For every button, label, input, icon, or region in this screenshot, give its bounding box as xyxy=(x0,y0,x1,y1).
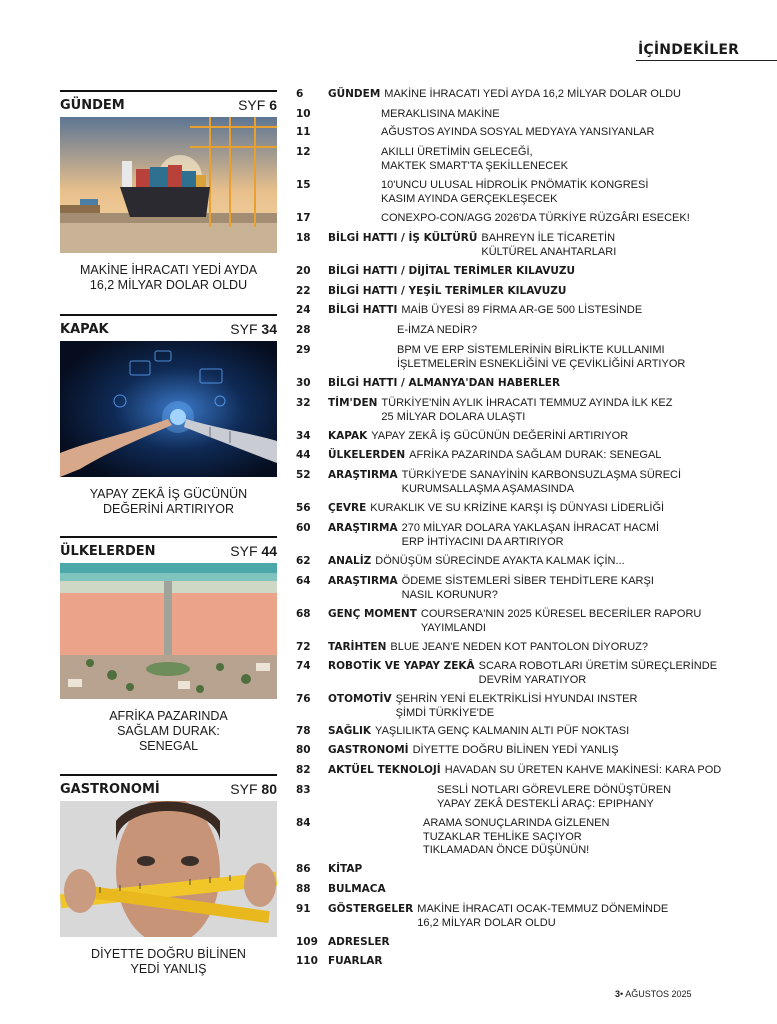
toc-page-number: 86 xyxy=(296,863,311,875)
toc-entry-body xyxy=(328,377,564,391)
toc-title-line: DEVRİM YARATIYOR xyxy=(478,673,587,686)
feature-category: KAPAK xyxy=(60,322,109,337)
toc-title-line: TUZAKLAR TEHLİKE SAÇIYOR xyxy=(423,830,582,843)
toc-page-number: 52 xyxy=(296,469,311,481)
toc-title: MERAKLISINA MAKİNE xyxy=(381,108,500,120)
toc-page-number: 88 xyxy=(296,883,311,895)
toc-entry-body xyxy=(381,179,648,206)
toc-page-number: 72 xyxy=(296,641,311,653)
toc-entry-body xyxy=(381,212,690,226)
toc-category: BİLGİ HATTI / İŞ KÜLTÜRÜ xyxy=(328,232,478,244)
toc-page-number: 68 xyxy=(296,608,311,620)
feature-gastronomi[interactable] xyxy=(60,774,277,977)
toc-page-number: 56 xyxy=(296,502,311,514)
toc-title: BAHREYN İLE TİCARETİN xyxy=(481,232,616,244)
toc-page-number: 76 xyxy=(296,693,311,705)
feature-page: SYF 80 xyxy=(230,781,277,797)
toc-category: ANALİZ xyxy=(328,555,372,567)
toc-title: 10'UNCU ULUSAL HİDROLİK PNÖMATİK KONGRESİ xyxy=(381,179,649,191)
toc-page-number: 78 xyxy=(296,725,311,737)
toc-title: BPM VE ERP SİSTEMLERİNİN BİRLİKTE KULLANIMI xyxy=(397,344,665,356)
toc-category: TARİHTEN xyxy=(328,641,387,653)
toc-title-line: ŞİMDİ TÜRKİYE'DE xyxy=(395,706,495,719)
toc-page-number: 29 xyxy=(296,344,311,356)
toc-entry-body xyxy=(328,660,717,687)
toc-title: SESLİ NOTLARI GÖREVLERE DÖNÜŞTÜREN xyxy=(437,784,672,796)
toc-entry-body xyxy=(328,744,619,758)
toc-category: BİLGİ HATTI / DİJİTAL TERİMLER KILAVUZU xyxy=(328,265,576,277)
toc-category: AKTÜEL TEKNOLOJİ xyxy=(328,764,441,776)
toc-entry-body xyxy=(328,764,721,778)
diet-measuring-tape-image xyxy=(60,801,277,937)
toc-page-number: 30 xyxy=(296,377,311,389)
toc-title: ÖDEME SİSTEMLERİ SİBER TEHDİTLERE KARŞI xyxy=(401,575,654,587)
toc-category: BİLGİ HATTI / YEŞİL TERİMLER KILAVUZU xyxy=(328,285,567,297)
toc-page-number: 110 xyxy=(296,955,318,967)
feature-header xyxy=(60,90,277,113)
toc-title-line: KÜLTÜREL ANAHTARLARI xyxy=(481,245,617,258)
page-title: İÇİNDEKİLER xyxy=(638,42,740,58)
toc-category: KAPAK xyxy=(328,430,368,442)
toc-page-number: 24 xyxy=(296,304,311,316)
toc-title-line: 25 MİLYAR DOLARA ULAŞTI xyxy=(381,410,526,423)
toc-page-number: 74 xyxy=(296,660,311,672)
toc-page-number: 22 xyxy=(296,285,311,297)
toc-category: ARAŞTIRMA xyxy=(328,469,398,481)
toc-title: BLUE JEAN'E NEDEN KOT PANTOLON DİYORUZ? xyxy=(390,641,648,653)
toc-title-line: KASIM AYINDA GERÇEKLEŞECEK xyxy=(381,192,558,205)
toc-category: TİM'DEN xyxy=(328,397,378,409)
toc-title: KURAKLIK VE SU KRİZİNE KARŞI İŞ DÜNYASI LİDERLİĞİ xyxy=(370,502,665,514)
feature-caption: DİYETTE DOĞRU BİLİNEN YEDİ YANLIŞ xyxy=(91,947,246,976)
toc-entry-body xyxy=(328,88,681,102)
toc-category: GENÇ MOMENT xyxy=(328,608,417,620)
toc-entry-body xyxy=(328,430,628,444)
toc-title: TÜRKİYE'NİN AYLIK İHRACATI TEMMUZ AYINDA İLK KEZ xyxy=(381,397,673,409)
toc-entry-body xyxy=(328,555,625,569)
page-footer: 3• AĞUSTOS 2025 xyxy=(615,989,692,999)
toc-category: GASTRONOMİ xyxy=(328,744,409,756)
toc-entry-body xyxy=(328,903,668,930)
feature-caption: AFRİKA PAZARINDA SAĞLAM DURAK: SENEGAL xyxy=(109,709,228,753)
toc-page-number: 11 xyxy=(296,126,311,138)
toc-entry-body xyxy=(381,146,568,173)
feature-page: SYF 6 xyxy=(238,97,277,113)
toc-page-number: 64 xyxy=(296,575,311,587)
toc-page-number: 28 xyxy=(296,324,311,336)
toc-title-line: YAYIMLANDI xyxy=(420,621,486,634)
toc-title-line: 16,2 MİLYAR DOLAR OLDU xyxy=(417,916,556,929)
toc-page-number: 91 xyxy=(296,903,311,915)
toc-page-number: 18 xyxy=(296,232,311,244)
toc-category: GÖSTERGELER xyxy=(328,903,414,915)
feature-header xyxy=(60,314,277,337)
feature-page: SYF 34 xyxy=(230,321,277,337)
ai-robot-hand-image xyxy=(60,341,277,477)
toc-page-number: 83 xyxy=(296,784,311,796)
toc-page-number: 15 xyxy=(296,179,311,191)
toc-category: ÇEVRE xyxy=(328,502,367,514)
toc-category: ÜLKELERDEN xyxy=(328,449,406,461)
toc-entry-body xyxy=(328,575,654,602)
toc-page-number: 34 xyxy=(296,430,311,442)
toc-entry-body xyxy=(328,502,664,516)
toc-page-number: 84 xyxy=(296,817,311,829)
toc-entry-body xyxy=(328,693,637,720)
toc-entry-body xyxy=(328,304,642,318)
toc-title: ŞEHRİN YENİ ELEKTRİKLİSİ HYUNDAI INSTER xyxy=(395,693,638,705)
toc-page-number: 82 xyxy=(296,764,311,776)
toc-entry-body xyxy=(328,955,387,969)
toc-page-number: 60 xyxy=(296,522,311,534)
toc-page-number: 12 xyxy=(296,146,311,158)
toc-title: E-İMZA NEDİR? xyxy=(397,324,478,336)
toc-entry-body xyxy=(328,725,629,739)
toc-category: ROBOTİK VE YAPAY ZEKÂ xyxy=(328,660,475,672)
feature-caption: YAPAY ZEKÂ İŞ GÜCÜNÜN DEĞERİNİ ARTIRIYOR xyxy=(89,487,248,516)
toc-category: KİTAP xyxy=(328,863,363,875)
toc-entry-body xyxy=(328,265,579,279)
toc-title: COURSERA'NIN 2025 KÜRESEL BECERİLER RAPORU xyxy=(420,608,702,620)
feature-category: GASTRONOMİ xyxy=(60,782,160,797)
toc-category: GÜNDEM xyxy=(328,88,381,100)
toc-entry-body xyxy=(328,936,394,950)
page-header xyxy=(636,42,777,61)
feature-ulkelerden[interactable] xyxy=(60,536,277,754)
toc-entry-body xyxy=(397,344,685,371)
toc-category: OTOMOTİV xyxy=(328,693,392,705)
toc-page-number: 109 xyxy=(296,936,318,948)
toc-page-number: 17 xyxy=(296,212,311,224)
feature-caption: MAKİNE İHRACATI YEDİ AYDA 16,2 MİLYAR DOLAR OLDU xyxy=(79,263,258,292)
footer-page-number: 3 xyxy=(615,989,621,999)
toc-page-number: 80 xyxy=(296,744,311,756)
toc-entry-body xyxy=(328,285,570,299)
toc-title: AFRİKA PAZARINDA SAĞLAM DURAK: SENEGAL xyxy=(409,449,662,461)
toc-category: ADRESLER xyxy=(328,936,390,948)
feature-header xyxy=(60,774,277,797)
toc-title: CONEXPO-CON/AGG 2026'DA TÜRKİYE RÜZGÂRI ESECEK! xyxy=(381,212,690,224)
toc-entry-body xyxy=(397,324,477,338)
toc-title-line: YAPAY ZEKÂ DESTEKLİ ARAÇ: EPIPHANY xyxy=(437,797,654,810)
toc-title: MAKİNE İHRACATI YEDİ AYDA 16,2 MİLYAR DOLAR OLDU xyxy=(384,88,681,100)
toc-entry-body xyxy=(328,397,672,424)
toc-entry-body xyxy=(328,232,616,259)
toc-title-line: ERP İHTİYACINI DA ARTIRIYOR xyxy=(401,535,564,548)
toc-page-number: 10 xyxy=(296,108,311,120)
toc-title: DİYETTE DOĞRU BİLİNEN YEDİ YANLIŞ xyxy=(412,744,619,756)
header-rule xyxy=(636,60,777,61)
toc-title-line: TIKLAMADAN ÖNCE DÜŞÜNÜN! xyxy=(423,844,590,856)
feature-category: GÜNDEM xyxy=(60,98,125,113)
toc-page-number: 6 xyxy=(296,88,304,100)
senegal-aerial-image xyxy=(60,563,277,699)
toc-title: YAPAY ZEKÂ İŞ GÜCÜNÜN DEĞERİNİ ARTIRIYOR xyxy=(371,430,629,442)
toc-entry-body xyxy=(328,863,366,877)
feature-kapak[interactable] xyxy=(60,314,277,517)
toc-category: ARAŞTIRMA xyxy=(328,575,398,587)
toc-entry-body xyxy=(423,817,609,858)
toc-title: HAVADAN SU ÜRETEN KAHVE MAKİNESİ: KARA POD xyxy=(444,764,722,776)
toc-entry-body xyxy=(381,126,654,140)
toc-title-line: İŞLETMELERİN ESNEKLİĞİNİ VE ÇEVİKLİĞİNİ ARTIYOR xyxy=(397,357,686,370)
toc-page-number: 44 xyxy=(296,449,311,461)
toc-title: TÜRKİYE'DE SANAYİNİN KARBONSUZLAŞMA SÜRECİ xyxy=(401,469,682,481)
toc-title-line: MAKTEK SMART'TA ŞEKİLLENECEK xyxy=(381,159,568,172)
toc-title-line: KURUMSALLAŞMA AŞAMASINDA xyxy=(401,482,575,495)
toc-title: 270 MİLYAR DOLARA YAKLAŞAN İHRACAT HACMİ xyxy=(401,522,660,534)
toc-category: BULMACA xyxy=(328,883,386,895)
toc-category: BİLGİ HATTI xyxy=(328,304,398,316)
toc-title: YAŞLILIKTA GENÇ KALMANIN ALTI PÜF NOKTASI xyxy=(375,725,630,737)
toc-title: ARAMA SONUÇLARINDA GİZLENEN xyxy=(423,817,610,829)
footer-issue: AĞUSTOS 2025 xyxy=(625,989,692,999)
toc-page-number: 20 xyxy=(296,265,311,277)
toc-category: FUARLAR xyxy=(328,955,383,967)
toc-page-number: 32 xyxy=(296,397,311,409)
toc-title-line: NASIL KORUNUR? xyxy=(401,588,498,601)
cargo-ship-image xyxy=(60,117,277,253)
toc-title: SCARA ROBOTLARI ÜRETİM SÜREÇLERİNDE xyxy=(478,660,718,672)
toc-entry-body xyxy=(437,784,671,811)
toc-entry-body xyxy=(328,608,701,635)
toc-page-number: 62 xyxy=(296,555,311,567)
toc-entry-body xyxy=(328,522,659,549)
toc-entry-body xyxy=(328,469,681,496)
feature-category: ÜLKELERDEN xyxy=(60,544,156,559)
toc-entry-body xyxy=(328,641,648,655)
feature-page: SYF 44 xyxy=(230,543,277,559)
toc-category: BİLGİ HATTI / ALMANYA'DAN HABERLER xyxy=(328,377,561,389)
toc-title: AĞUSTOS AYINDA SOSYAL MEDYAYA YANSIYANLAR xyxy=(381,126,655,138)
toc-title: DÖNÜŞÜM SÜRECİNDE AYAKTA KALMAK İÇİN... xyxy=(375,555,625,567)
toc-category: ARAŞTIRMA xyxy=(328,522,398,534)
feature-gundem[interactable] xyxy=(60,90,277,293)
toc-entry-body xyxy=(328,883,390,897)
toc-entry-body xyxy=(381,108,500,122)
toc-title: AKILLI ÜRETİMİN GELECEĞİ, xyxy=(381,146,533,158)
toc-entry-body xyxy=(328,449,661,463)
feature-header xyxy=(60,536,277,559)
toc-title: MAİB ÜYESİ 89 FİRMA AR-GE 500 LİSTESİNDE xyxy=(401,304,643,316)
toc-title: MAKİNE İHRACATI OCAK-TEMMUZ DÖNEMİNDE xyxy=(417,903,669,915)
toc-category: SAĞLIK xyxy=(328,725,372,737)
